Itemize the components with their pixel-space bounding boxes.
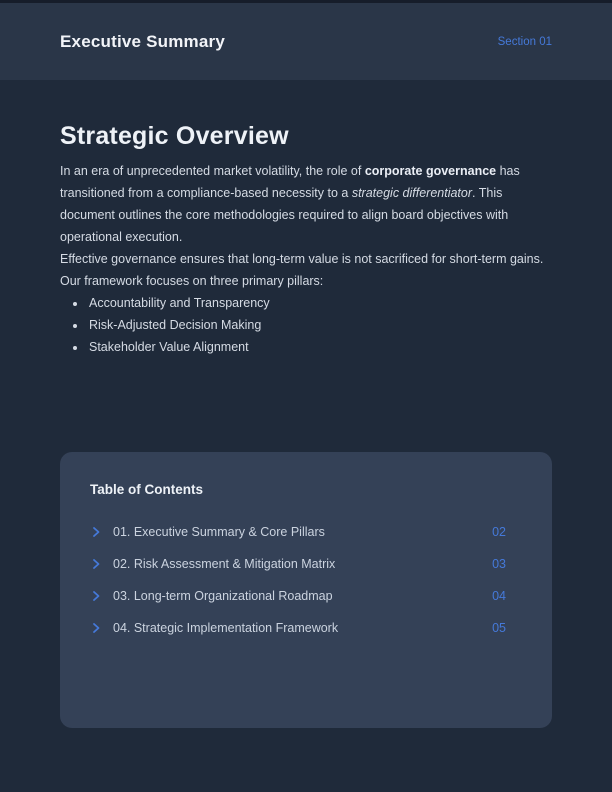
toc-entry-label: 02. Risk Assessment & Mitigation Matrix	[113, 557, 336, 571]
chevron-right-icon	[90, 526, 102, 538]
page-title: Executive Summary	[60, 31, 225, 51]
toc-page-number: 02	[492, 525, 506, 539]
pillars-paragraph: Effective governance ensures that long-term value is not sacrificed for short-term gains. Our framework focuses on three primary pillars:	[60, 252, 544, 288]
intro-run-bold: corporate governance	[364, 164, 497, 178]
intro-run-3: . This document outlines the core methodologies required to align board objectives with operational execution.	[60, 186, 509, 244]
toc-row-executive-summary[interactable]	[90, 516, 522, 548]
intro-run-1: In an era of unprecedented market volatility, the role of	[60, 164, 365, 178]
pillars-list-item: • Risk-Adjusted Decision Making	[87, 314, 552, 336]
pillars-list	[60, 292, 552, 358]
toc-page-number: 04	[492, 589, 506, 603]
page-header	[0, 0, 612, 80]
toc-page-number: 03	[492, 557, 506, 571]
pillars-list-item: • Accountability and Transparency	[87, 292, 552, 314]
toc-entry-label: 03. Long-term Organizational Roadmap	[113, 589, 333, 603]
toc-row-roadmap[interactable]	[90, 580, 522, 612]
toc-row-risk-assessment[interactable]	[90, 548, 522, 580]
intro-run-italic: strategic differentiator	[351, 186, 473, 200]
article-heading: Strategic Overview	[60, 122, 289, 150]
section-badge: Section 01	[497, 35, 552, 48]
table-of-contents-card	[60, 452, 552, 728]
intro-run-2: has transitioned from a compliance-based necessity to a	[60, 164, 520, 200]
chevron-right-icon	[90, 622, 102, 634]
toc-entry-label: 04. Strategic Implementation Framework	[113, 621, 339, 635]
intro-paragraph	[60, 160, 552, 248]
chevron-right-icon	[90, 590, 102, 602]
toc-entry-label: 01. Executive Summary & Core Pillars	[113, 525, 325, 539]
main-content	[0, 122, 612, 728]
pillars-list-item: • Stakeholder Value Alignment	[87, 336, 552, 358]
toc-title: Table of Contents	[90, 482, 203, 497]
toc-row-implementation[interactable]	[90, 612, 522, 644]
chevron-right-icon	[90, 558, 102, 570]
toc-page-number: 05	[492, 621, 506, 635]
